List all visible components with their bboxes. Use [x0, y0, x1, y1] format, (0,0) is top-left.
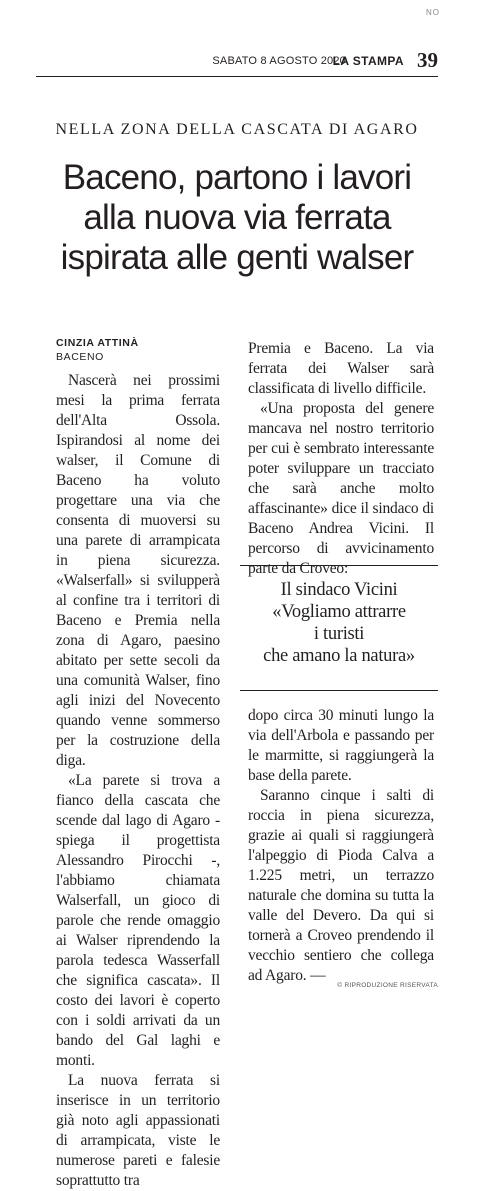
- pullquote-line: Il sindaco Vicini: [280, 580, 398, 600]
- pull-quote: [240, 579, 438, 667]
- byline: [56, 336, 139, 364]
- headline-line: ispirata alle genti walser: [60, 238, 414, 277]
- header-newspaper-name: LA STAMPA: [332, 54, 404, 68]
- body-paragraph: La nuova ferrata si inserisce in un territorio già noto agli appassionati di arrampicata, viste le numerose pareti e falesie soprattutto tra: [56, 1072, 220, 1189]
- headline-line: alla nuova via ferrata: [83, 198, 391, 237]
- copyright-notice: © RIPRODUZIONE RISERVATA: [337, 982, 438, 989]
- headline-line: Baceno, partono i lavori: [62, 158, 412, 197]
- body-paragraph: dopo circa 30 minuti lungo la via dell'Arbola e passando per le marmitte, si raggiungerà la base della parete.: [248, 707, 434, 784]
- body-paragraph: Nascerà nei prossimi mesi la prima ferrata dell'Alta Ossola. Ispirandosi al nome dei walser, il Comune di Baceno ha voluto progettare una via che consenta di muoversi su una parete di arrampicata in piena sicurezza. «Walserfall» si svilupperà al confine tra i territori di Baceno e Premia nella zona di Agaro, paesino abitato per sette secoli da una comunità Walser, fino agli inizi del Novecento quando venne sommerso per la costruzione della diga.: [56, 372, 220, 769]
- dateline-location: BACENO: [56, 351, 104, 363]
- pullquote-rule-top: [240, 565, 438, 566]
- header-divider: [36, 76, 438, 77]
- body-paragraph: «Una proposta del genere mancava nel nostro territorio per cui è sembrato interessante poter sviluppare un tracciato che sarà anche molto affascinante» dice il sindaco di Baceno Andrea Vicini. Il percorso di avvicinamento parte da Croveo:: [248, 400, 434, 577]
- pullquote-line: «Vogliamo attrarre: [272, 602, 406, 622]
- article-headline: [36, 158, 438, 278]
- header-page-number: 39: [417, 48, 438, 72]
- pullquote-line: i turisti: [313, 624, 365, 644]
- body-paragraph: «La parete si trova a fianco della cascata che scende dal lago di Agaro - spiega il progettista Alessandro Pirocchi -, l'abbiamo chiamata Walserfall, un gioco di parole che rende omaggio ai Walser riprendendo la parola tedesca Wasserfall che significa cascata». Il costo dei lavori è coperto con i soldi arrivati da un bando del Gal laghi e monti.: [56, 772, 220, 1069]
- body-paragraph: Saranno cinque i salti di roccia in piena sicurezza, grazie ai quali si raggiungerà l'alpeggio di Pioda Calva a 1.225 metri, un terrazzo naturale che domina su tutta la valle del Devero. Da qui si tornerà a Croveo prendendo il vecchio sentiero che collega ad Agaro. —: [248, 787, 434, 984]
- pullquote-rule-bottom: [240, 690, 438, 691]
- pullquote-line: che amano la natura»: [263, 646, 415, 666]
- article-column-right-bottom: [248, 706, 434, 986]
- article-kicker: NELLA ZONA DELLA CASCATA DI AGARO: [55, 121, 419, 138]
- page-corner-mark: NO: [426, 8, 440, 17]
- article-column-left: [56, 371, 220, 1191]
- author-name: CINZIA ATTINÀ: [56, 337, 139, 349]
- body-paragraph: Premia e Baceno. La via ferrata dei Walser sarà classificata di livello difficile.: [248, 340, 434, 397]
- page-header: [36, 49, 438, 71]
- article-column-right-top: [248, 339, 434, 579]
- header-date: SABATO 8 AGOSTO 2020: [212, 55, 346, 67]
